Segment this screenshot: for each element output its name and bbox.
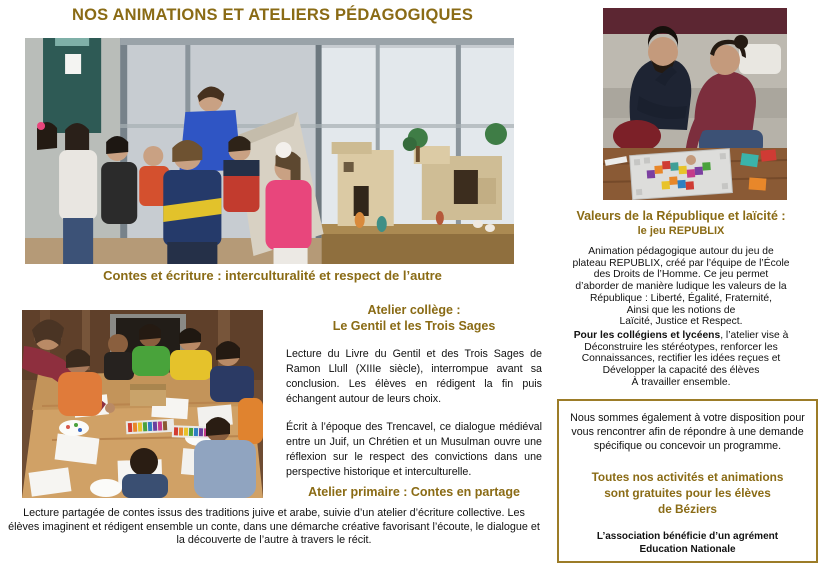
page-title: NOS ANIMATIONS ET ATELIERS PÉDAGOGIQUES bbox=[71, 6, 474, 24]
photo1-caption: Contes et écriture : interculturalité et respect de l’autre bbox=[103, 268, 442, 283]
atelier-college-paragraph-1: Lecture du Livre du Gentil et des Trois Sages de Ramon Llull (XIIIe siècle), interrompue avant sa conclusion. Les élèves en rédigent la fin puis échangent autour de leurs choix. bbox=[286, 348, 542, 405]
section-republix bbox=[546, 209, 816, 388]
photo-republix-game bbox=[603, 8, 787, 200]
text-line: L’association bénéficie d’un agrément bbox=[596, 531, 779, 542]
text-line: des Droits de l’Homme. Ce jeu permet bbox=[593, 269, 769, 281]
republix-heading-line1: Valeurs de la République et laïcité : bbox=[576, 209, 786, 223]
republix-paragraph-1 bbox=[546, 246, 816, 328]
text-line: vous rencontrer afin de répondre à une demande bbox=[571, 426, 804, 438]
photo-museum-visit bbox=[25, 38, 514, 264]
text-line: spécifique ou concevoir un programme. bbox=[593, 440, 782, 452]
section-atelier-college bbox=[286, 302, 542, 480]
text-line: Développer la capacité des élèves bbox=[602, 365, 760, 377]
text-line: Ainsi que les notions de bbox=[626, 304, 736, 316]
text-line: sont gratuites pour les élèves bbox=[604, 486, 771, 500]
text-line: Toutes nos activités et animations bbox=[591, 470, 784, 484]
text-line: Connaissances, rectifier les idées reçues et bbox=[581, 353, 781, 365]
text-run: , l’atelier vise à bbox=[720, 329, 789, 341]
text-line: République : Liberté, Égalité, Fraternité, bbox=[589, 292, 773, 304]
text-line: À travailler ensemble. bbox=[631, 376, 731, 388]
text-line: de Béziers bbox=[657, 502, 717, 516]
atelier-primaire-paragraph: Lecture partagée de contes issus des traditions juive et arabe, suivie d’un atelier d’écriture collective. Les élèves imaginent et rédigent ensemble un conte, dans une démarche créative favorisant l’écoute, le dialogue et la découverte de l’autre à travers le récit. bbox=[8, 507, 540, 546]
text-line: Education Nationale bbox=[639, 544, 736, 555]
atelier-college-heading-line2: Le Gentil et les Trois Sages bbox=[332, 319, 496, 333]
text-line: Laïcité, Justice et Respect. bbox=[619, 316, 743, 328]
atelier-college-paragraph-2: Écrit à l’époque des Trencavel, ce dialogue médiéval entre un Juif, un Chrétien et un Musulman ouvre une réflexion sur le respect des convictions dans une perspective historique et interculturelle. bbox=[286, 421, 542, 478]
text-line: Nous sommes également à votre disposition pour bbox=[570, 412, 805, 424]
info-box bbox=[557, 399, 818, 563]
republix-paragraph-2 bbox=[546, 330, 816, 389]
text-line: plateau REPUBLIX, créé par l’équipe de l’École bbox=[572, 257, 790, 269]
republix-heading-line2: le jeu REPUBLIX bbox=[637, 225, 725, 237]
availability-note bbox=[559, 411, 816, 453]
atelier-college-heading-line1: Atelier collège : bbox=[367, 303, 461, 317]
text-line: Déconstruire les stéréotypes, renforcer les bbox=[584, 341, 778, 353]
writing-workshop-illustration bbox=[22, 310, 263, 498]
photo-writing-workshop bbox=[22, 310, 263, 498]
text-line: Animation pédagogique autour du jeu de bbox=[588, 246, 774, 257]
atelier-primaire-heading: Atelier primaire : Contes en partage bbox=[308, 485, 520, 499]
bold-run: Pour les collégiens et lycéens bbox=[573, 329, 721, 341]
text-line: d’aborder de manière ludique les valeurs de la bbox=[575, 281, 787, 293]
agrement-note bbox=[559, 530, 816, 556]
republix-game-illustration bbox=[603, 8, 787, 200]
text-line bbox=[546, 330, 816, 342]
museum-visit-illustration bbox=[25, 38, 514, 264]
free-activities-notice bbox=[559, 469, 816, 517]
